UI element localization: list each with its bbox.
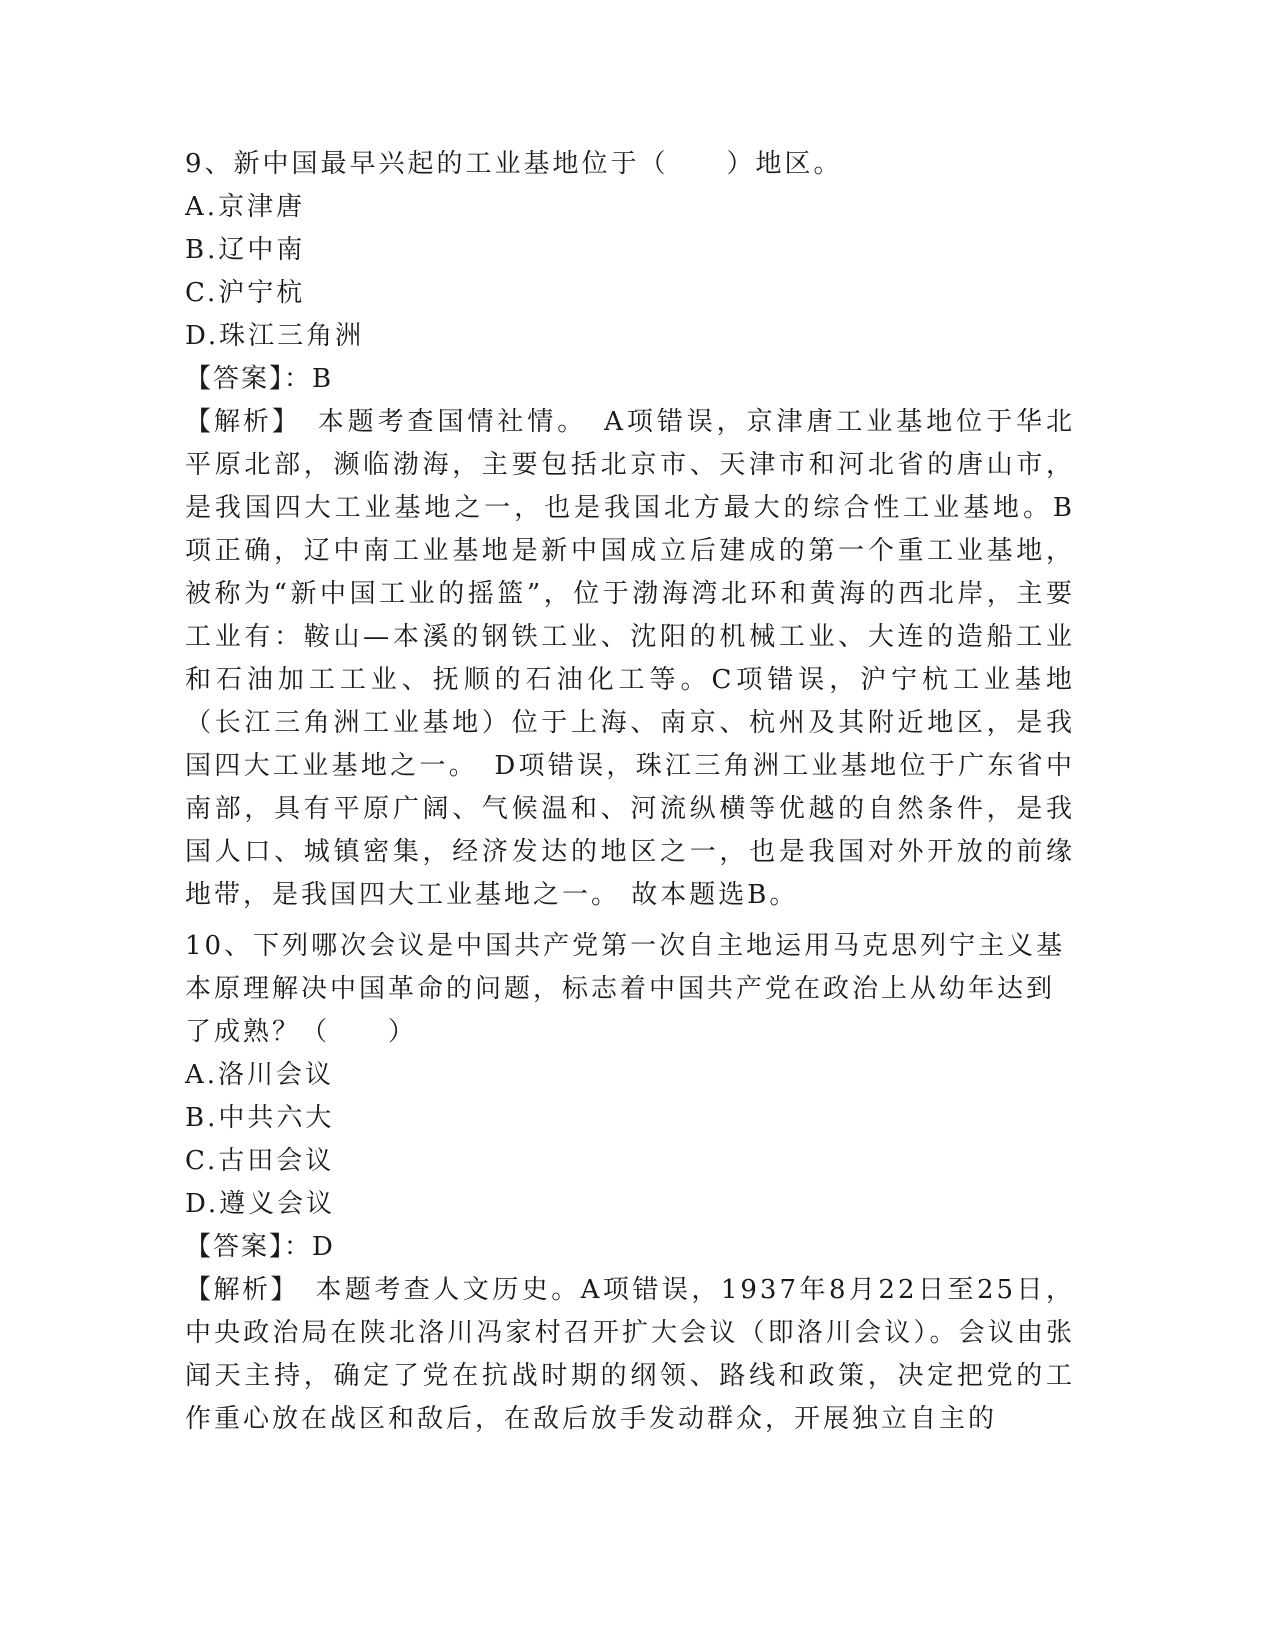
document-page <box>185 143 1075 1449</box>
answer-label: 【答案】： <box>185 364 313 394</box>
option-a: A.京津唐 <box>185 192 306 222</box>
question-stem: 9、新中国最早兴起的工业基地位于（ ）地区。 <box>185 149 843 179</box>
analysis-paragraph <box>185 401 1075 917</box>
analysis-text: 本题考查人文历史。A项错误，1937年8月22日至25日，中央政治局在陕北洛川冯家村召开扩大会议（即洛川会议）。会议由张闻天主持，确定了党在抗战时期的纲领、路线和政策，决定把党的工作重心放在战区和敌后，在敌后放手发动群众，开展独立自主的 <box>185 1275 1075 1434</box>
option-d: D.遵义会议 <box>185 1189 336 1219</box>
answer-label: 【答案】： <box>185 1232 313 1262</box>
analysis-text: 本题考查国情社情。 A项错误，京津唐工业基地位于华北平原北部，濒临渤海，主要包括北京市、天津市和河北省的唐山市，是我国四大工业基地之一，也是我国北方最大的综合性工业基地。B项正确，辽中南工业基地是新中国成立后建成的第一个重工业基地，被称为“新中国工业的摇篮”，位于渤海湾北环和黄海的西北岸，主要工业有：鞍山—本溪的钢铁工业、沈阳的机械工业、大连的造船工业和石油加工工业、抚顺的石油化工等。C项错误，沪宁杭工业基地（长江三角洲工业基地）位于上海、南京、杭州及其附近地区，是我国四大工业基地之一。 D项错误，珠江三角洲工业基地位于广东省中南部，具有平原广阔、气候温和、河流纵横等优越的自然条件，是我国人口、城镇密集，经济发达的地区之一，也是我国对外开放的前缘地带，是我国四大工业基地之一。 故本题选B。 <box>185 407 1075 910</box>
analysis-label: 【解析】 <box>185 407 288 437</box>
question-9 <box>185 143 1075 917</box>
answer-line <box>185 358 1075 401</box>
option-b: B.中共六大 <box>185 1103 335 1133</box>
option-c: C.古田会议 <box>185 1146 335 1176</box>
option-b: B.辽中南 <box>185 235 306 265</box>
option-a: A.洛川会议 <box>185 1060 335 1090</box>
answer-value: D <box>312 1232 336 1262</box>
option-c: C.沪宁杭 <box>185 278 306 308</box>
answer-value: B <box>312 364 335 394</box>
question-10 <box>185 925 1075 1441</box>
option-d: D.珠江三角洲 <box>185 321 365 351</box>
analysis-paragraph <box>185 1269 1075 1441</box>
question-stem: 10、下列哪次会议是中国共产党第一次自主地运用马克思列宁主义基本原理解决中国革命的问题，标志着中国共产党在政治上从幼年达到了成熟？（ ） <box>185 931 1066 1047</box>
answer-line <box>185 1226 1075 1269</box>
analysis-label: 【解析】 <box>185 1275 286 1305</box>
